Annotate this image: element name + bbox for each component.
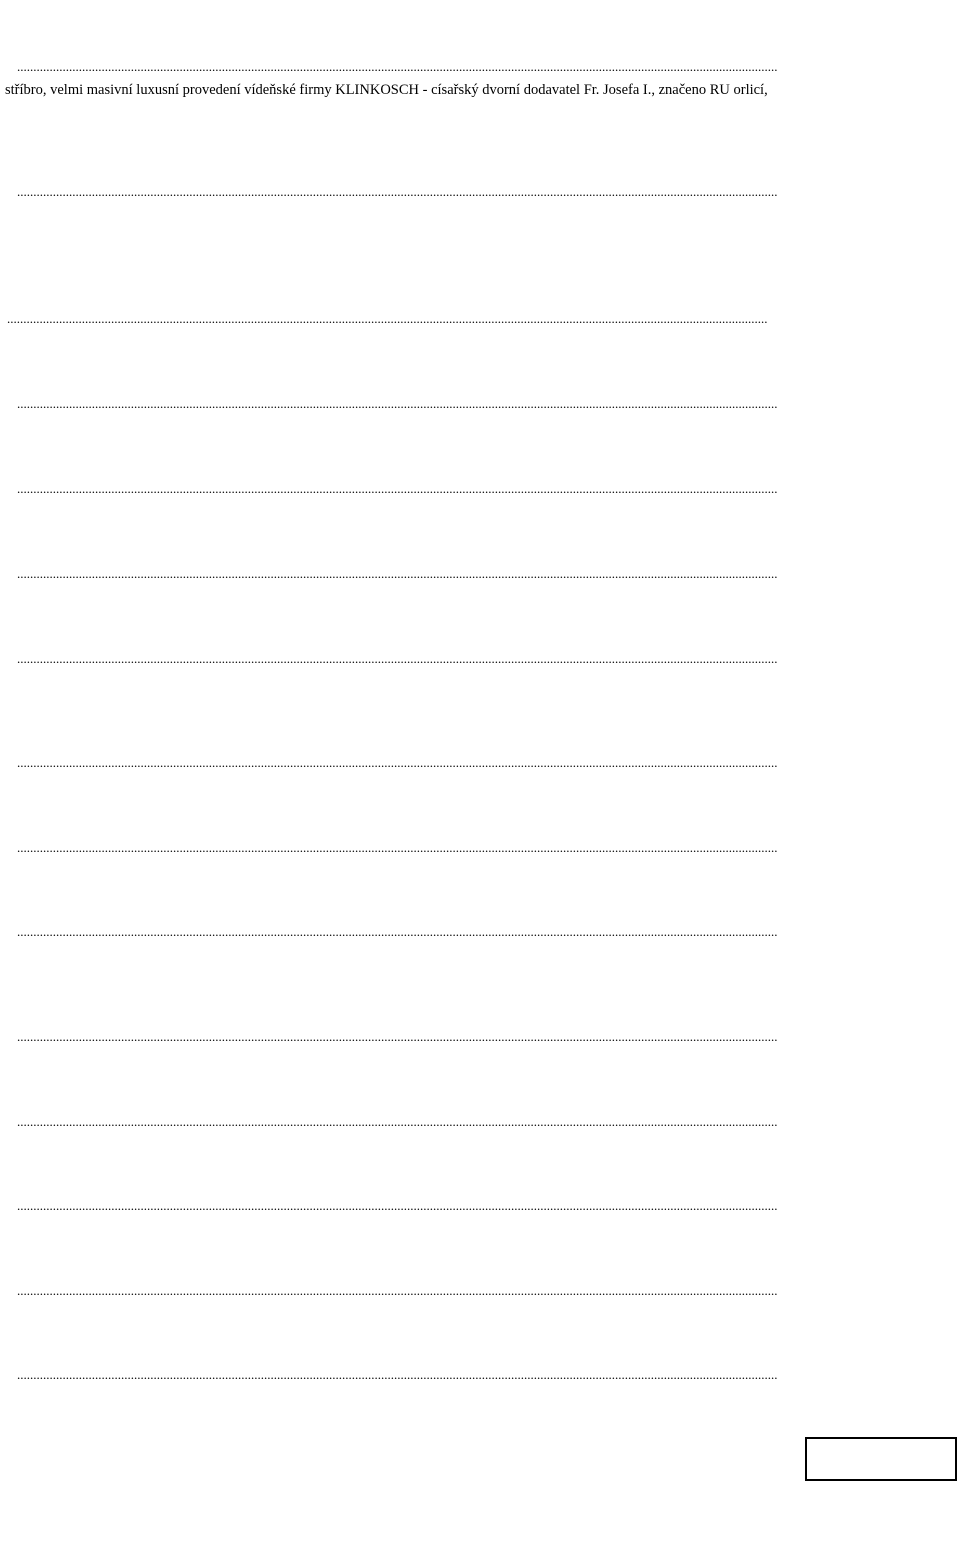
leader-dots: .......................................................................................................................................................................................................................................... — [17, 1198, 778, 1213]
lot-55 — [5, 921, 943, 944]
leader-dots: .......................................................................................................................................................................................................................................... — [17, 840, 778, 855]
leader-dots: .......................................................................................................................................................................................................................................... — [17, 59, 778, 74]
leader-dots: .......................................................................................................................................................................................................................................... — [17, 651, 778, 666]
lot-50 — [5, 478, 943, 501]
lot-47 — [5, 181, 943, 204]
leader-dots: .......................................................................................................................................................................................................................................... — [17, 1029, 778, 1044]
leader-dots: .......................................................................................................................................................................................................................................... — [17, 1283, 778, 1298]
lot-49 — [5, 393, 943, 416]
intro-continued: stříbro, velmi masivní luxusní provedení vídeňské firmy KLINKOSCH - císařský dvorní dodavatel Fr. Josefa I., značeno RU orlicí, — [5, 82, 768, 98]
lot-46 — [5, 56, 943, 78]
lot-58 — [5, 1195, 943, 1218]
leader-dots: .......................................................................................................................................................................................................................................... — [17, 924, 778, 939]
lot-53 — [5, 752, 943, 775]
lot-46-desc-wrap — [5, 80, 943, 100]
obsah-link[interactable] — [805, 1437, 957, 1481]
lot-52 — [5, 648, 943, 671]
leader-dots: .......................................................................................................................................................................................................................................... — [17, 184, 778, 199]
lot-51 — [5, 563, 943, 586]
lot-48 — [5, 286, 943, 331]
lot-46-desc — [5, 99, 943, 100]
leader-dots: .......................................................................................................................................................................................................................................... — [17, 755, 778, 770]
leader-dots: .......................................................................................................................................................................................................................................... — [17, 1367, 778, 1382]
leader-dots: .......................................................................................................................................................................................................................................... — [17, 566, 778, 581]
lot-54 — [5, 837, 943, 860]
leader-dots: .......................................................................................................................................................................................................................................... — [17, 1114, 778, 1129]
lot-57 — [5, 1111, 943, 1134]
leader-dots: .......................................................................................................................................................................................................................................... — [17, 481, 778, 496]
lot-60 — [5, 1364, 943, 1387]
lot-59 — [5, 1280, 943, 1303]
leader-dots: .......................................................................................................................................................................................................................................... — [7, 311, 768, 326]
leader-dots: .......................................................................................................................................................................................................................................... — [17, 396, 778, 411]
lot-56 — [5, 1026, 943, 1049]
